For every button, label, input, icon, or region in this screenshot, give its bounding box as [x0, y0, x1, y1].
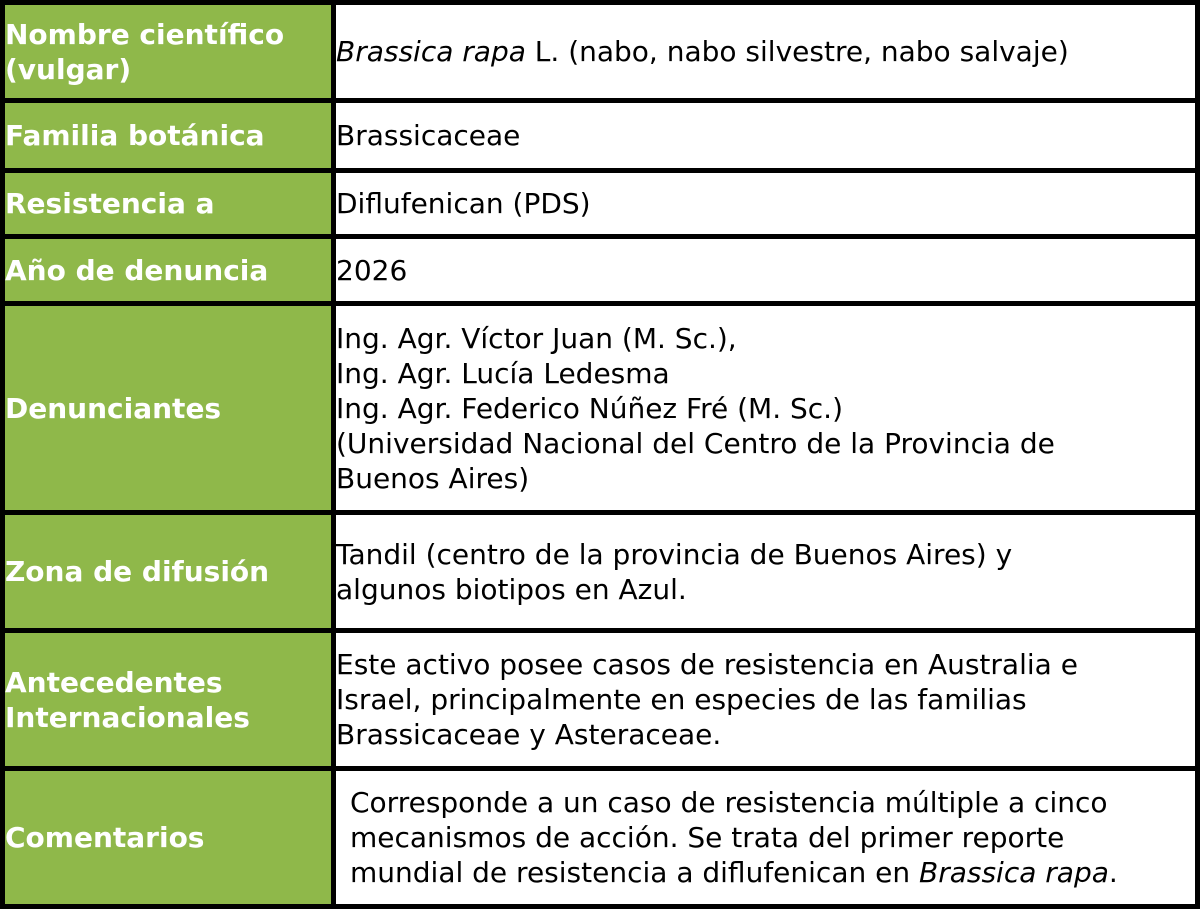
value-line: mecanismos de acción. Se trata del primer reporte — [350, 821, 1065, 854]
scientific-name: Brassica rapa — [919, 856, 1109, 889]
table-row — [3, 631, 1198, 769]
row-value — [334, 769, 1198, 907]
row-label: Comentarios — [3, 769, 334, 907]
row-value: 2026 — [334, 237, 1198, 304]
row-label: Zona de difusión — [3, 513, 334, 631]
value-line: Este activo posee casos de resistencia en Australia e — [336, 648, 1078, 681]
table-row — [3, 304, 1198, 513]
row-value — [334, 513, 1198, 631]
row-value — [334, 3, 1198, 101]
value-line: (Universidad Nacional del Centro de la Provincia de — [336, 426, 1055, 460]
value-line: Brassicaceae y Asteraceae. — [336, 718, 722, 751]
row-label — [3, 631, 334, 769]
row-label: Año de denuncia — [3, 237, 334, 304]
row-label: Familia botánica — [3, 101, 334, 171]
table-row — [3, 171, 1198, 237]
row-value: Brassicaceae — [334, 101, 1198, 171]
row-label: Denunciantes — [3, 304, 334, 513]
table-row — [3, 237, 1198, 304]
value-line: Ing. Agr. Víctor Juan (M. Sc.), — [336, 321, 737, 355]
table-row — [3, 513, 1198, 631]
value-line: Corresponde a un caso de resistencia múltiple a cinco — [350, 786, 1108, 819]
value-line: Ing. Agr. Lucía Ledesma — [336, 356, 670, 390]
common-names: L. (nabo, nabo silvestre, nabo salvaje) — [525, 35, 1069, 68]
scientific-name: Brassica rapa — [336, 35, 526, 68]
row-value — [334, 304, 1198, 513]
value-line: Ing. Agr. Federico Núñez Fré (M. Sc.) — [336, 391, 843, 425]
row-value: Diflufenican (PDS) — [334, 171, 1198, 237]
label-line: Internacionales — [5, 700, 250, 734]
value-line: Israel, principalmente en especies de las familias — [336, 683, 1027, 716]
label-line: Antecedentes — [5, 665, 223, 699]
row-value — [334, 631, 1198, 769]
row-label: Resistencia a — [3, 171, 334, 237]
value-line — [350, 855, 1195, 890]
comment-text: mundial de resistencia a diflufenican en — [350, 856, 919, 889]
table-row — [3, 101, 1198, 171]
table-row — [3, 3, 1198, 101]
value-line: Buenos Aires) — [336, 461, 530, 495]
comment-period: . — [1108, 856, 1118, 889]
row-label: Nombre científico (vulgar) — [3, 3, 334, 101]
value-line: Tandil (centro de la provincia de Buenos Aires) y — [336, 537, 1013, 571]
table-row — [3, 769, 1198, 907]
value-line: algunos biotipos en Azul. — [336, 572, 687, 606]
